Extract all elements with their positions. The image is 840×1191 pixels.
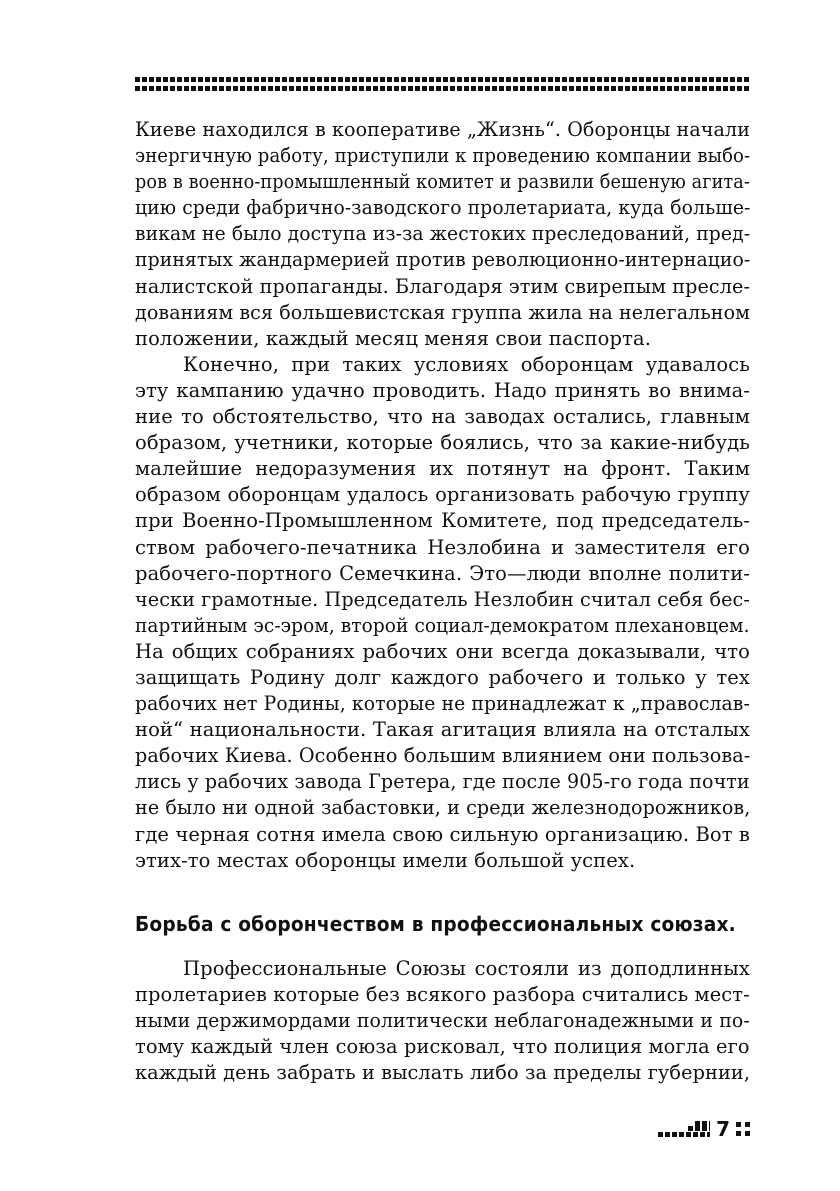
text-line: налистской пропаганды. Благодаря этим свирепым пресле- <box>135 274 751 298</box>
paragraph-2 <box>135 352 750 874</box>
text-line: Киеве находился в кооперативе „Жизнь“. Оборонцы начали <box>135 118 750 141</box>
text-line: энергичную работу, приступили к проведению компании выбо- <box>135 144 751 168</box>
text-line: при Военно-Промышленном Комитете, под председатель- <box>135 509 750 533</box>
text-line: На общих собраниях рабочих они всегда доказывали, что <box>135 639 750 663</box>
text-line: Профессиональные Союзы состояли из доподлинных <box>183 956 750 980</box>
page-body <box>135 117 750 1086</box>
text-line: чески грамотные. Председатель Незлобин считал себя бес- <box>135 587 750 611</box>
page-number: 7 <box>716 1117 730 1141</box>
text-line: где черная сотня имела свою сильную организацию. Вот в <box>135 822 750 846</box>
text-line: дованиям вся большевистская группа жила на нелегальном <box>135 300 751 324</box>
text-line: образом, учетники, которые боялись, что за какие-нибудь <box>135 431 750 455</box>
footer-ornament-right <box>736 1122 750 1136</box>
text-line: эту кампанию удачно проводить. Надо принять во внима- <box>135 378 750 402</box>
text-line: принятых жандармерией против революционно-интернацио- <box>135 248 751 272</box>
text-line: ством рабочего-печатника Незлобина и заместителя его <box>135 535 750 559</box>
text-line: рабочего-портного Семечкина. Это—люди вполне полити- <box>135 561 750 585</box>
text-line: малейшие недоразумения их потянут на фронт. Таким <box>135 457 750 481</box>
text-line: ными держимордами политически неблагонадежными и по- <box>135 1008 750 1032</box>
paragraph-3 <box>135 956 750 1086</box>
text-line: Конечно, при таких условиях оборонцам удавалось <box>183 352 750 376</box>
text-line: каждый день забрать и выслать либо за пределы губернии, <box>135 1061 751 1085</box>
text-line: ние то обстоятельство, что на заводах остались, главным <box>135 405 750 429</box>
text-line: рабочих нет Родины, которые не принадлежат к „православ- <box>135 692 750 716</box>
footer-ornament-left <box>658 1121 710 1137</box>
text-line: цию среди фабрично-заводского пролетариата, куда больше- <box>135 196 751 220</box>
text-line: ров в военно-промышленный комитет и развили бешеную агита- <box>135 170 750 194</box>
text-line: лись у рабочих завода Гретера, где после 905-го года почти <box>135 770 750 794</box>
section-heading: Борьба с оборончеством в профессиональных союзах. <box>135 911 736 936</box>
text-line: образом оборонцам удалось организовать рабочую группу <box>135 483 750 507</box>
text-line: ной“ национальности. Такая агитация влияла на отсталых <box>135 718 750 742</box>
text-line: партийным эс-эром, второй социал-демократом плехановцем. <box>135 613 750 637</box>
text-line: рабочих Киева. Особенно большим влиянием они пользова- <box>135 744 751 768</box>
text-line: тому каждый член союза рисковал, что полиция могла его <box>135 1035 750 1058</box>
top-ornament-rule <box>135 77 750 91</box>
paragraph-1 <box>135 117 750 352</box>
text-line: этих-то местах оборонцы имели большой успех. <box>135 848 636 872</box>
text-line: викам не было доступа из-за жестоких преследований, пред- <box>135 222 751 246</box>
text-line: положении, каждый месяц меняя свои паспорта. <box>135 326 651 350</box>
text-line: пролетариев которые без всякого разбора считались мест- <box>135 982 750 1006</box>
page-footer <box>658 1119 750 1139</box>
text-line: не было ни одной забастовки, и среди железнодорожников, <box>135 796 751 820</box>
text-line: защищать Родину долг каждого рабочего и только у тех <box>135 665 750 689</box>
